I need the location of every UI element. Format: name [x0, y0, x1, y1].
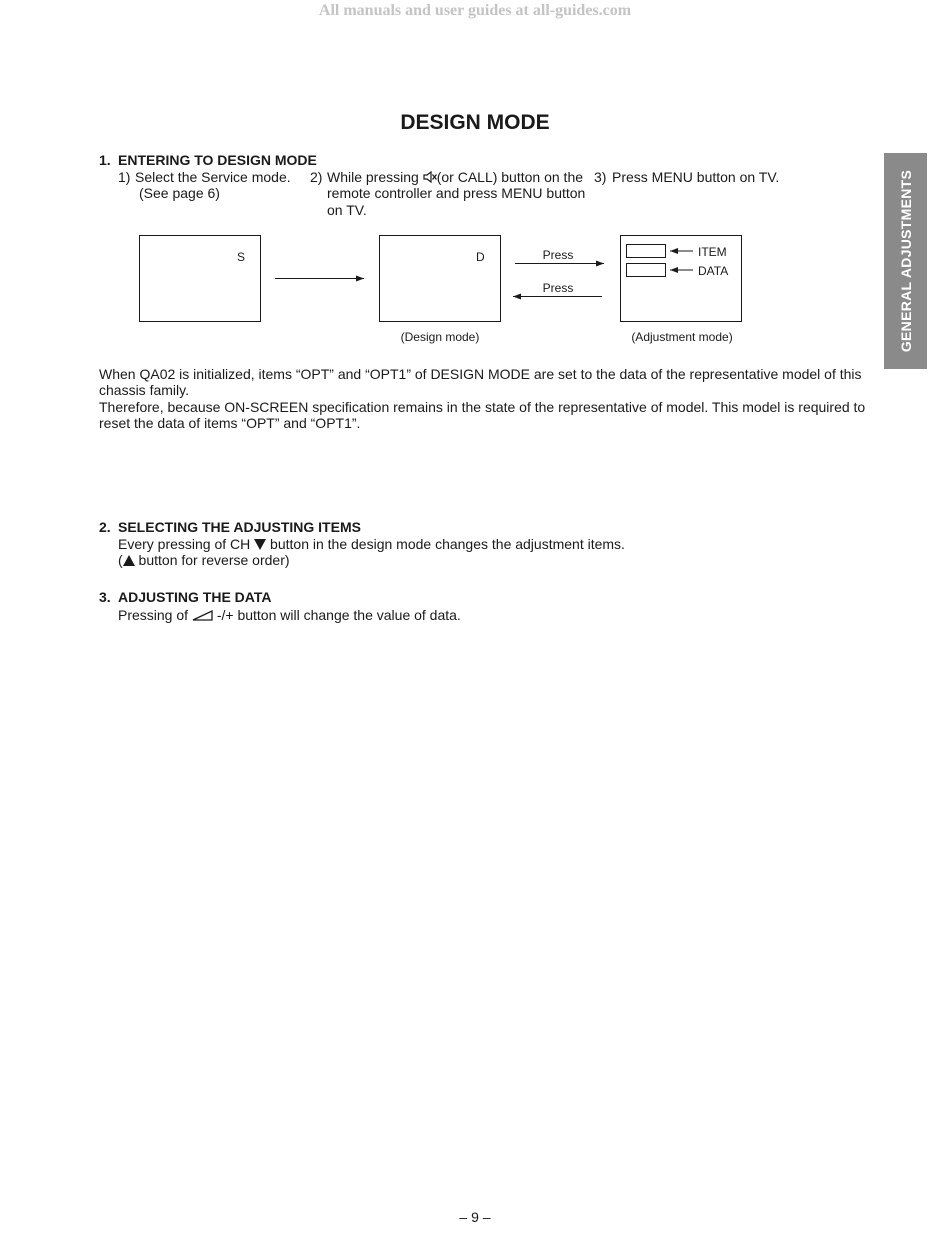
section1-heading: ENTERING TO DESIGN MODE: [118, 152, 317, 168]
mode-diagram: [0, 0, 950, 360]
note-line1: When QA02 is initialized, items “OPT” and “OPT1” of DESIGN MODE are set to the data of the representative model of this: [99, 366, 862, 382]
note-line2: chassis family.: [99, 382, 189, 398]
section2-line1: [118, 536, 625, 553]
step2-line1-post: (or CALL) button on the: [436, 169, 584, 185]
item-label: ITEM: [698, 245, 727, 259]
step1-line1: Select the Service mode.: [135, 169, 291, 185]
step1-number: 1): [118, 169, 131, 185]
section2-line2-post: button for reverse order): [134, 552, 290, 568]
data-label: DATA: [698, 264, 729, 278]
press-forward-label: Press: [542, 248, 574, 262]
step2-number: 2): [310, 169, 323, 185]
triangle-up-icon: [123, 555, 135, 566]
section2-heading: SELECTING THE ADJUSTING ITEMS: [118, 519, 361, 535]
section2-line2-pre: (: [118, 552, 123, 568]
adjustment-mode-caption: (Adjustment mode): [631, 330, 733, 344]
section3-line1-post: -/+ button will change the value of data.: [212, 607, 461, 623]
triangle-down-icon: [254, 539, 266, 550]
press-back-label: Press: [542, 281, 574, 295]
section3-line1: [118, 607, 461, 624]
service-mode-letter: S: [237, 250, 246, 264]
service-mode-screen: [140, 236, 261, 322]
design-mode-screen: [380, 236, 501, 322]
volume-wedge-icon: [192, 610, 213, 621]
note-line3: Therefore, because ON-SCREEN specification remains in the state of the representative of model. This model is required to: [99, 399, 866, 415]
step2-line1-pre: While pressing: [327, 169, 423, 185]
step1-line2: (See page 6): [139, 185, 220, 201]
watermark: All manuals and user guides at all-guides.com: [318, 2, 632, 19]
section2-number: 2.: [99, 519, 111, 535]
side-tab-label: GENERAL ADJUSTMENTS: [897, 169, 914, 353]
section2-line1-post: button in the design mode changes the adjustment items.: [266, 536, 625, 552]
design-mode-caption: (Design mode): [400, 330, 480, 344]
page-title: DESIGN MODE: [400, 111, 550, 134]
section2-line2: [118, 552, 290, 569]
step2-line2: remote controller and press MENU button: [327, 185, 586, 201]
item-field-box: [627, 245, 666, 258]
step3-line1: Press MENU button on TV.: [612, 169, 780, 185]
design-mode-letter: D: [476, 250, 485, 264]
note-line4: reset the data of items “OPT” and “OPT1”.: [99, 415, 361, 431]
data-field-box: [627, 264, 666, 277]
section3-line1-pre: Pressing of: [118, 607, 192, 623]
section2-line1-pre: Every pressing of CH: [118, 536, 255, 552]
section3-heading: ADJUSTING THE DATA: [118, 589, 272, 605]
page-number: – 9 –: [459, 1209, 491, 1225]
step3-number: 3): [594, 169, 607, 185]
section1-number: 1.: [99, 152, 111, 168]
step2-line3: on TV.: [327, 202, 367, 218]
section3-number: 3.: [99, 589, 111, 605]
